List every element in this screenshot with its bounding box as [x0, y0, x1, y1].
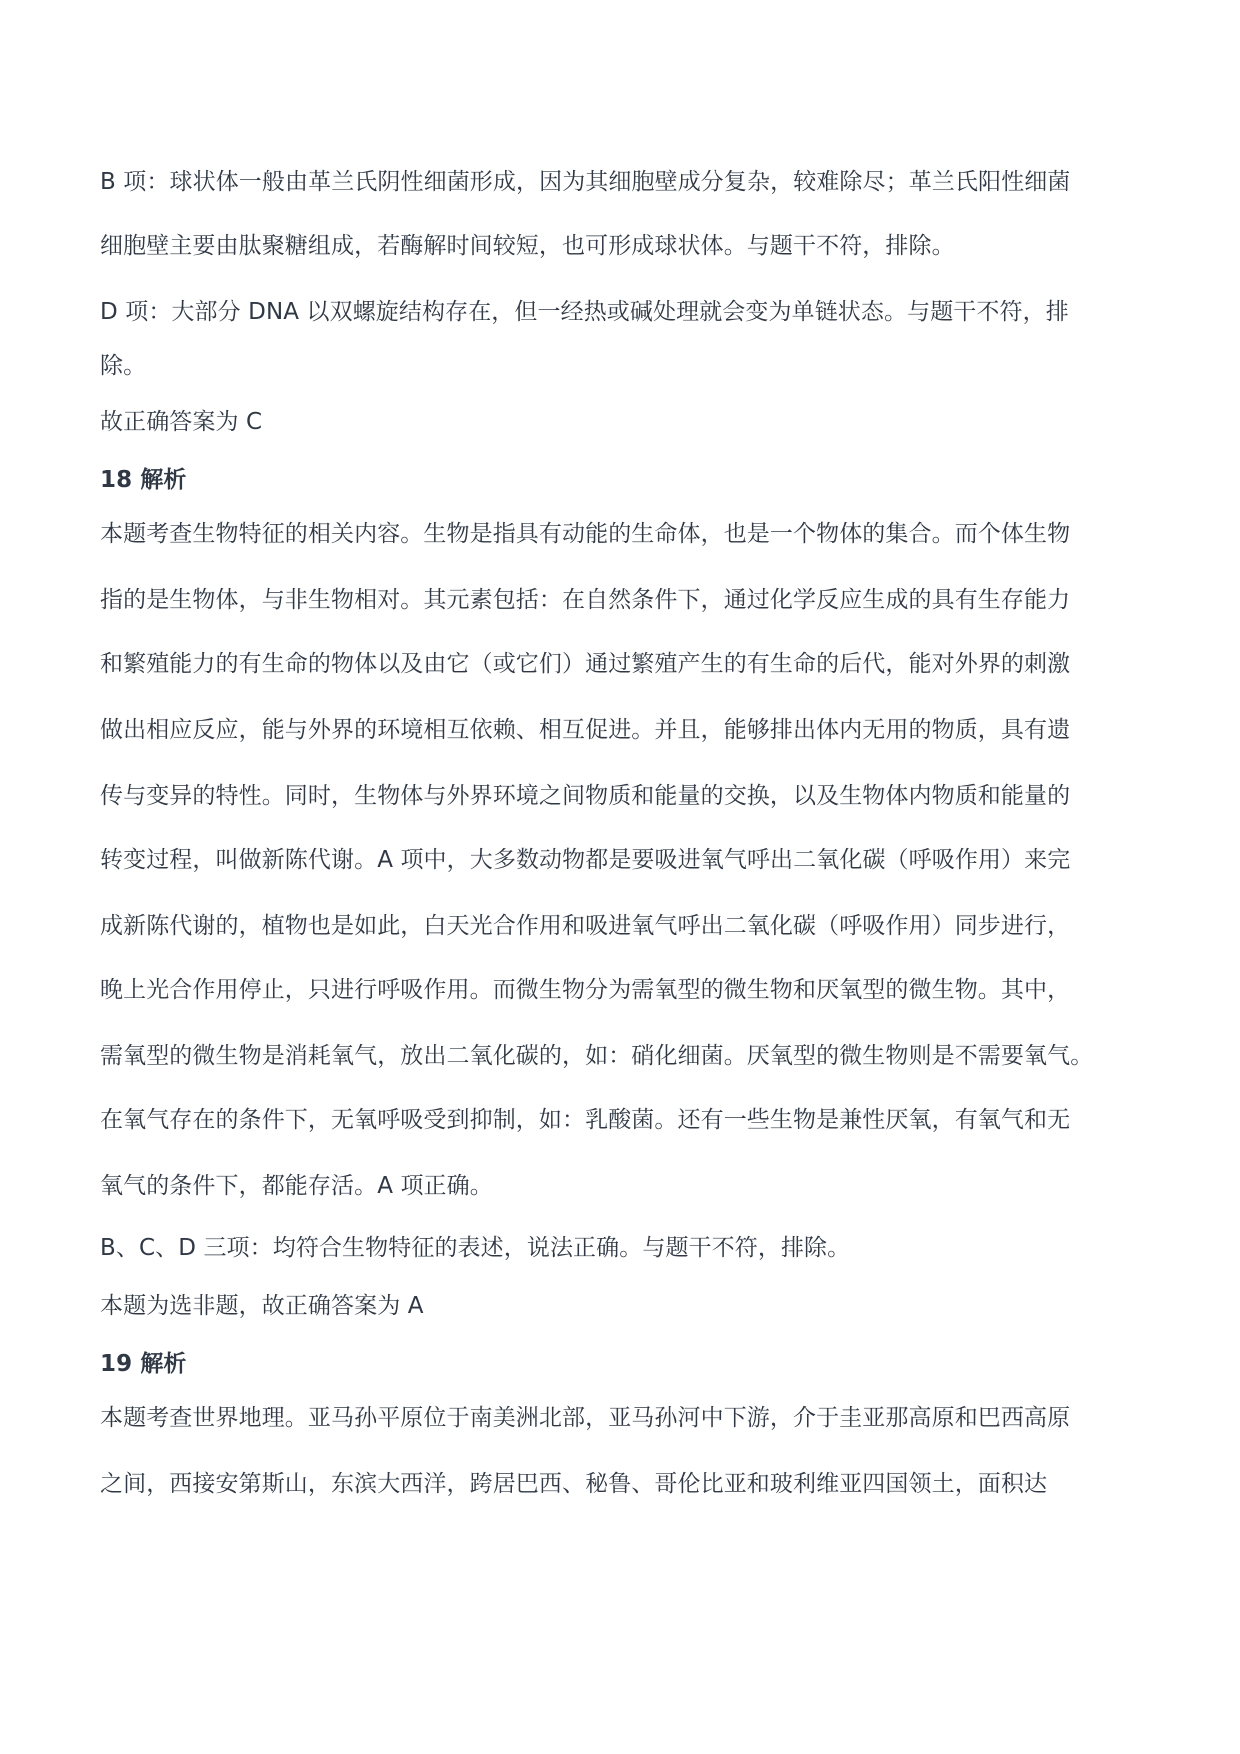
paragraph-line: B、C、D 三项：均符合生物特征的表述，说法正确。与题干不符，排除。 [100, 1235, 851, 1261]
paragraph-line: 成新陈代谢的，植物也是如此，白天光合作用和吸进氧气呼出二氧化碳（呼吸作用）同步进行， [100, 913, 1071, 939]
paragraph-line: 本题考查生物特征的相关内容。生物是指具有动能的生命体，也是一个物体的集合。而个体生物 [100, 521, 1071, 547]
paragraph-line: 除。 [100, 353, 147, 379]
section-heading-19: 19 解析 [100, 1351, 187, 1377]
paragraph-line: 做出相应反应，能与外界的环境相互依赖、相互促进。并且，能够排出体内无用的物质，具有遗 [100, 717, 1071, 743]
paragraph-line: 在氧气存在的条件下，无氧呼吸受到抑制，如：乳酸菌。还有一些生物是兼性厌氧，有氧气和无 [100, 1107, 1071, 1133]
paragraph-line: B 项：球状体一般由革兰氏阴性细菌形成，因为其细胞壁成分复杂，较难除尽；革兰氏阳性细菌 [100, 169, 1071, 195]
paragraph-line: 晚上光合作用停止，只进行呼吸作用。而微生物分为需氧型的微生物和厌氧型的微生物。其中， [100, 977, 1071, 1003]
paragraph-line: 本题考查世界地理。亚马孙平原位于南美洲北部，亚马孙河中下游，介于圭亚那高原和巴西高原 [100, 1405, 1071, 1431]
paragraph-line: D 项：大部分 DNA 以双螺旋结构存在，但一经热或碱处理就会变为单链状态。与题干不符，排 [100, 299, 1069, 325]
conclusion-line: 故正确答案为 C [100, 409, 263, 435]
paragraph-line: 转变过程，叫做新陈代谢。A 项中，大多数动物都是要吸进氧气呼出二氧化碳（呼吸作用）来完 [100, 847, 1071, 873]
paragraph-line: 细胞壁主要由肽聚糖组成，若酶解时间较短，也可形成球状体。与题干不符，排除。 [100, 233, 955, 259]
paragraph-line: 需氧型的微生物是消耗氧气，放出二氧化碳的，如：硝化细菌。厌氧型的微生物则是不需要氧气。 [100, 1043, 1094, 1069]
conclusion-line: 本题为选非题，故正确答案为 A [100, 1293, 424, 1319]
paragraph-line: 传与变异的特性。同时，生物体与外界环境之间物质和能量的交换，以及生物体内物质和能量的 [100, 783, 1071, 809]
paragraph-line: 之间，西接安第斯山，东滨大西洋，跨居巴西、秘鲁、哥伦比亚和玻利维亚四国领土，面积达 [100, 1471, 1048, 1497]
section-heading-18: 18 解析 [100, 467, 187, 493]
paragraph-line: 指的是生物体，与非生物相对。其元素包括：在自然条件下，通过化学反应生成的具有生存能力 [100, 587, 1071, 613]
paragraph-line: 氧气的条件下，都能存活。A 项正确。 [100, 1173, 493, 1199]
paragraph-line: 和繁殖能力的有生命的物体以及由它（或它们）通过繁殖产生的有生命的后代，能对外界的刺激 [100, 651, 1071, 677]
